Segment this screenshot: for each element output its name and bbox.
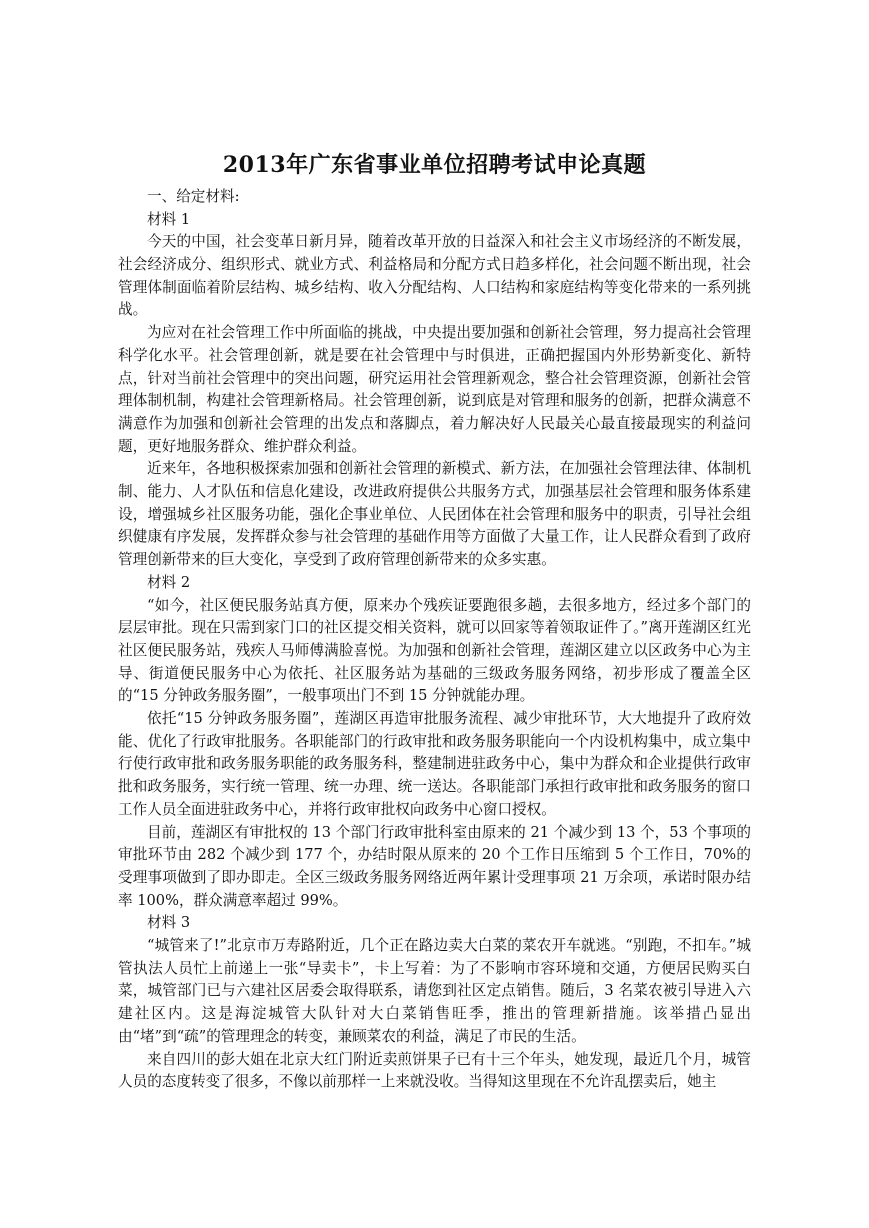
document-body xyxy=(118,186,751,1094)
paragraph: “如今，社区便民服务站真方便，原来办个残疾证要跑很多趟，去很多地方，经过多个部门的层层审批。现在只需到家门口的社区提交相关资料，就可以回家等着领取证件了。”离开莲湖区红光社区便民服务站，残疾人马师傅满脸喜悦。为加强和创新社会管理，莲湖区建立以区政务中心为主导、街道便民服务中心为依托、社区服务站为基础的三级政务服务网络，初步形成了覆盖全区的“15 分钟政务服务圈”，一般事项出门不到 15 分钟就能办理。 xyxy=(118,596,751,705)
paragraph: 近来年，各地积极探索加强和创新社会管理的新模式、新方法，在加强社会管理法律、体制机制、能力、人才队伍和信息化建设，改进政府提供公共服务方式，加强基层社会管理和服务体系建设，增强城乡社区服务功能，强化企事业单位、人民团体在社会管理和服务中的职责，引导社会组织健康有序发展，发挥群众参与社会管理的基础作用等方面做了大量工作，让人民群众看到了政府管理创新带来的巨大变化，享受到了政府管理创新带来的众多实惠。 xyxy=(118,460,751,569)
paragraph: 目前，莲湖区有审批权的 13 个部门行政审批科室由原来的 21 个减少到 13 个，53 个事项的审批环节由 282 个减少到 177 个，办结时限从原来的 20 个工作日压缩到 5 个工作日，70%的受理事项做到了即办即走。全区三级政务服务网络近两年累计受理事项 21 万余项，承诺时限办结率 100%，群众满意率超过 99%。 xyxy=(118,823,751,909)
paragraph: 为应对在社会管理工作中所面临的挑战，中央提出要加强和创新社会管理，努力提高社会管理科学化水平。社会管理创新，就是要在社会管理中与时俱进，正确把握国内外形势新变化、新特点，针对当前社会管理中的突出问题，研究运用社会管理新观念，整合社会管理资源，创新社会管理体制机制，构建社会管理新格局。社会管理创新，说到底是对管理和服务的创新，把群众满意不满意作为加强和创新社会管理的出发点和落脚点，着力解决好人民最关心最直接最现实的利益问题，更好地服务群众、维护群众利益。 xyxy=(118,324,751,455)
section-heading: 一、给定材料: xyxy=(147,188,240,205)
material-label: 材料 3 xyxy=(147,914,191,932)
material-label: 材料 1 xyxy=(147,210,191,228)
material-label: 材料 2 xyxy=(147,573,191,591)
paragraph: 今天的中国，社会变革日新月异，随着改革开放的日益深入和社会主义市场经济的不断发展，社会经济成分、组织形式、就业方式、利益格局和分配方式日趋多样化，社会问题不断出现，社会管理体制面临着阶层结构、城乡结构、收入分配结构、人口结构和家庭结构等变化带来的一系列挑战。 xyxy=(118,233,751,319)
document-title: 2013年广东省事业单位招聘考试申论真题 xyxy=(222,152,647,178)
paragraph: 依托“15 分钟政务服务圈”，莲湖区再造审批服务流程、减少审批环节，大大地提升了政府效能、优化了行政审批服务。各职能部门的行政审批和政务服务职能向一个内设机构集中，成立集中行使行政审批和政务服务职能的政务服务科，整建制进驻政务中心，集中为群众和企业提供行政审批和政务服务，实行统一管理、统一办理、统一送达。各职能部门承担行政审批和政务服务的窗口工作人员全面进驻政务中心，并将行政审批权向政务中心窗口授权。 xyxy=(118,710,751,818)
paragraph: “城管来了!”北京市万寿路附近，几个正在路边卖大白菜的菜农开车就逃。“别跑，不扣车。”城管执法人员忙上前递上一张“导卖卡”，卡上写着：为了不影响市容环境和交通，方便居民购买白菜，城管部门已与六建社区居委会取得联系，请您到社区定点销售。随后，3 名菜农被引导进入六建社区内。这是海淀城管大队针对大白菜销售旺季，推出的管理新措施。该举措凸显出由“堵”到“疏”的管理理念的转变，兼顾菜农的利益，满足了市民的生活。 xyxy=(118,937,751,1045)
paragraph: 来自四川的彭大姐在北京大红门附近卖煎饼果子已有十三个年头，她发现，最近几个月，城管人员的态度转变了很多，不像以前那样一上来就没收。当得知这里现在不允许乱摆卖后，她主 xyxy=(118,1050,751,1091)
